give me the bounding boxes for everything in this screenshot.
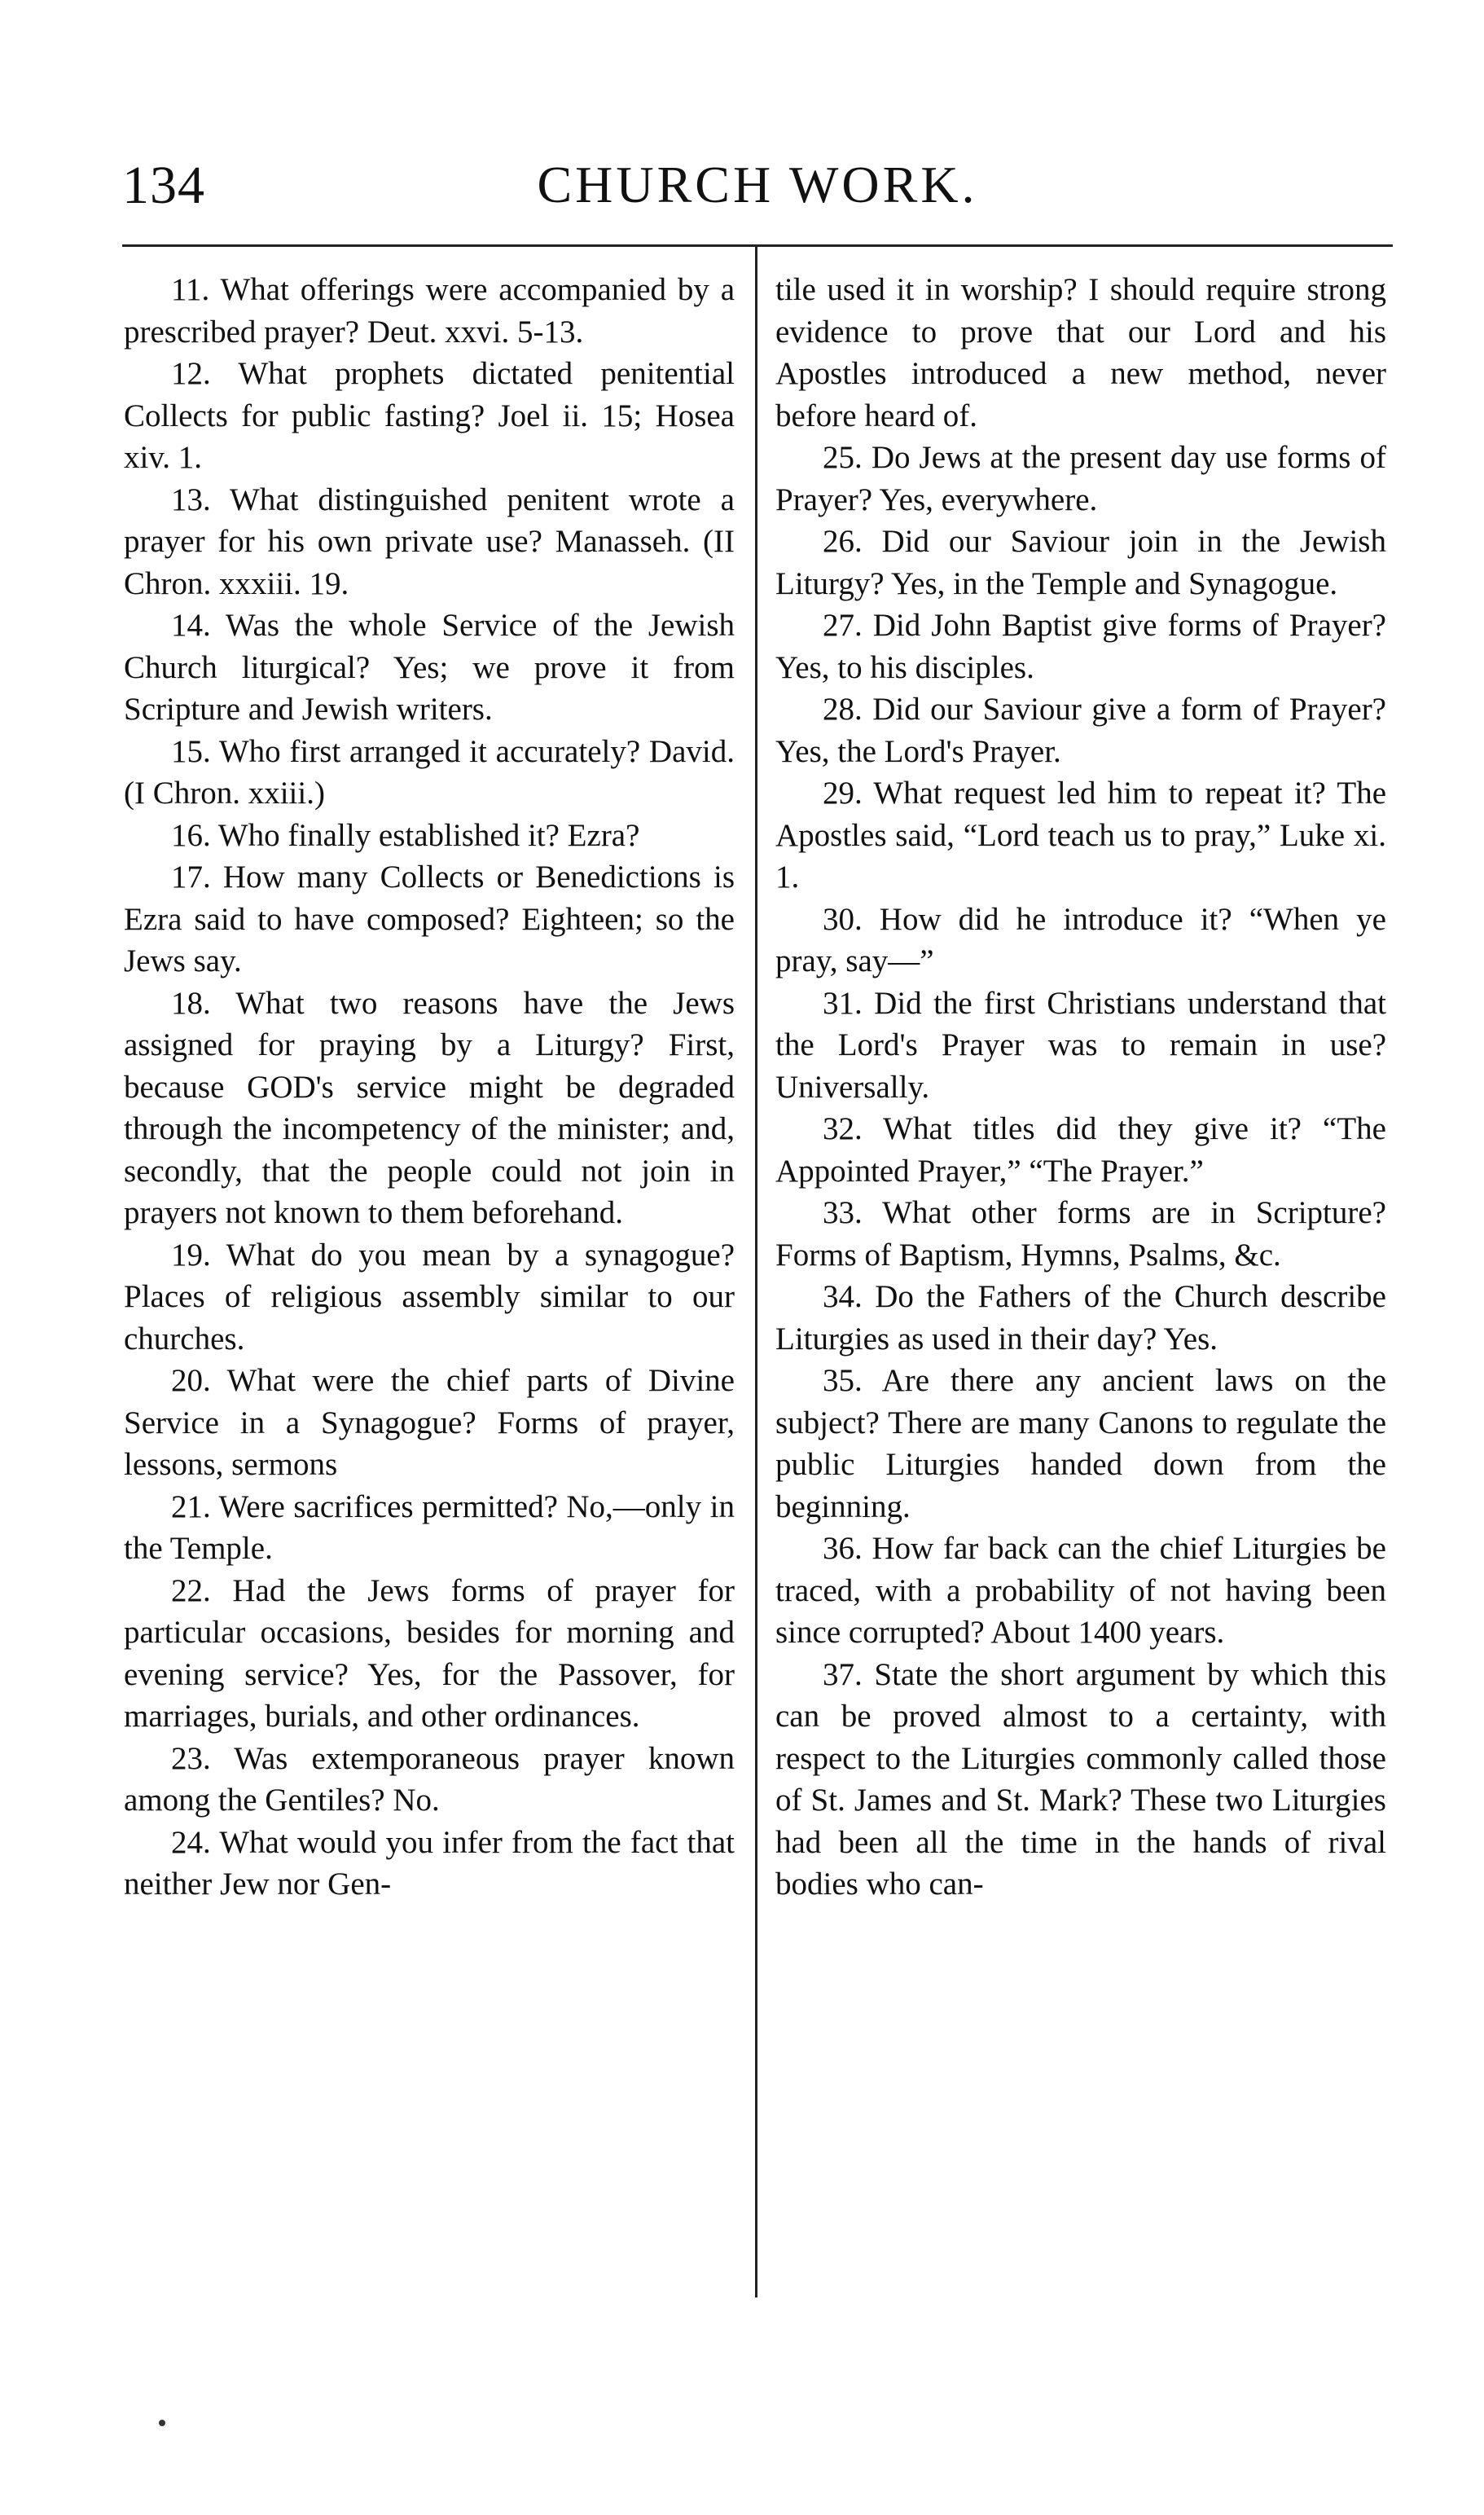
left-column	[124, 269, 735, 1906]
question-17: 17. How many Collects or Benedictions is Ezra said to have composed? Eighteen; so the Jews say.	[124, 860, 735, 978]
question-35: 35. Are there any ancient laws on the subject? There are many Canons to regulate the public Liturgies handed down from the beginning.	[775, 1363, 1386, 1524]
ink-speck	[159, 2420, 165, 2426]
question-20: 20. What were the chief parts of Divine Service in a Synagogue? Forms of prayer, lessons, sermons	[124, 1363, 735, 1482]
question-34: 34. Do the Fathers of the Church describe Liturgies as used in their day? Yes.	[775, 1279, 1386, 1356]
question-12: 12. What prophets dictated penitential Collects for public fasting? Joel ii. 15; Hosea xiv. 1.	[124, 356, 735, 475]
question-36: 36. How far back can the chief Liturgies be traced, with a probability of not having been since corrupted? About 1400 years.	[775, 1531, 1386, 1650]
question-11: 11. What offerings were accompanied by a prescribed prayer? Deut. xxvi. 5-13.	[124, 272, 735, 350]
question-24-continued: tile used it in worship? I should require strong evidence to prove that our Lord and his Apostles introduced a new method, never before heard of.	[775, 272, 1386, 433]
question-13: 13. What distinguished penitent wrote a prayer for his own private use? Manasseh. (II Chron. xxxiii. 19.	[124, 481, 735, 601]
question-33: 33. What other forms are in Scripture? Forms of Baptism, Hymns, Psalms, &c.	[775, 1195, 1386, 1273]
running-title: CHURCH WORK.	[537, 156, 978, 213]
question-23: 23. Was extemporaneous prayer known among the Gentiles? No.	[124, 1740, 735, 1818]
question-30: 30. How did he introduce it? “When ye pray, say—”	[775, 901, 1386, 978]
page-header	[122, 155, 1393, 228]
question-37: 37. State the short argument by which this can be proved almost to a certainty, with respect to the Liturgies commonly called those of St. James and St. Mark? These two Liturgies had been all the time in the hands of rival bodies who can-	[775, 1656, 1386, 1902]
question-26: 26. Did our Saviour join in the Jewish Liturgy? Yes, in the Temple and Synagogue.	[775, 524, 1386, 601]
question-16: 16. Who finally established it? Ezra?	[171, 817, 640, 853]
question-28: 28. Did our Saviour give a form of Prayer? Yes, the Lord's Prayer.	[775, 692, 1386, 769]
question-31: 31. Did the first Christians understand that the Lord's Prayer was to remain in use? Universally.	[775, 985, 1386, 1105]
page-number: 134	[122, 156, 205, 215]
right-column	[775, 269, 1386, 1906]
question-15: 15. Who first arranged it accurately? David. (I Chron. xxiii.)	[124, 733, 735, 811]
header-rule	[122, 244, 1393, 247]
question-24: 24. What would you infer from the fact that neither Jew nor Gen-	[124, 1824, 735, 1902]
column-divider	[755, 244, 757, 2297]
question-19: 19. What do you mean by a synagogue? Places of religious assembly similar to our churches.	[124, 1237, 735, 1356]
question-27: 27. Did John Baptist give forms of Prayer? Yes, to his disciples.	[775, 608, 1386, 685]
question-32: 32. What titles did they give it? “The Appointed Prayer,” “The Prayer.”	[775, 1111, 1386, 1189]
question-22: 22. Had the Jews forms of prayer for particular occasions, besides for morning and evening service? Yes, for the Passover, for marriages, burials, and other ordinances.	[124, 1572, 735, 1734]
question-18: 18. What two reasons have the Jews assigned for praying by a Liturgy? First, because GOD's service might be degraded through the incompetency of the minister; and, secondly, that the people could not join in prayers not known to them beforehand.	[124, 985, 735, 1230]
question-29: 29. What request led him to repeat it? The Apostles said, “Lord teach us to pray,” Luke xi. 1.	[775, 776, 1386, 895]
question-21: 21. Were sacrifices permitted? No,—only in the Temple.	[124, 1488, 735, 1566]
question-14: 14. Was the whole Service of the Jewish Church liturgical? Yes; we prove it from Scripture and Jewish writers.	[124, 608, 735, 727]
question-25: 25. Do Jews at the present day use forms of Prayer? Yes, everywhere.	[775, 440, 1386, 517]
